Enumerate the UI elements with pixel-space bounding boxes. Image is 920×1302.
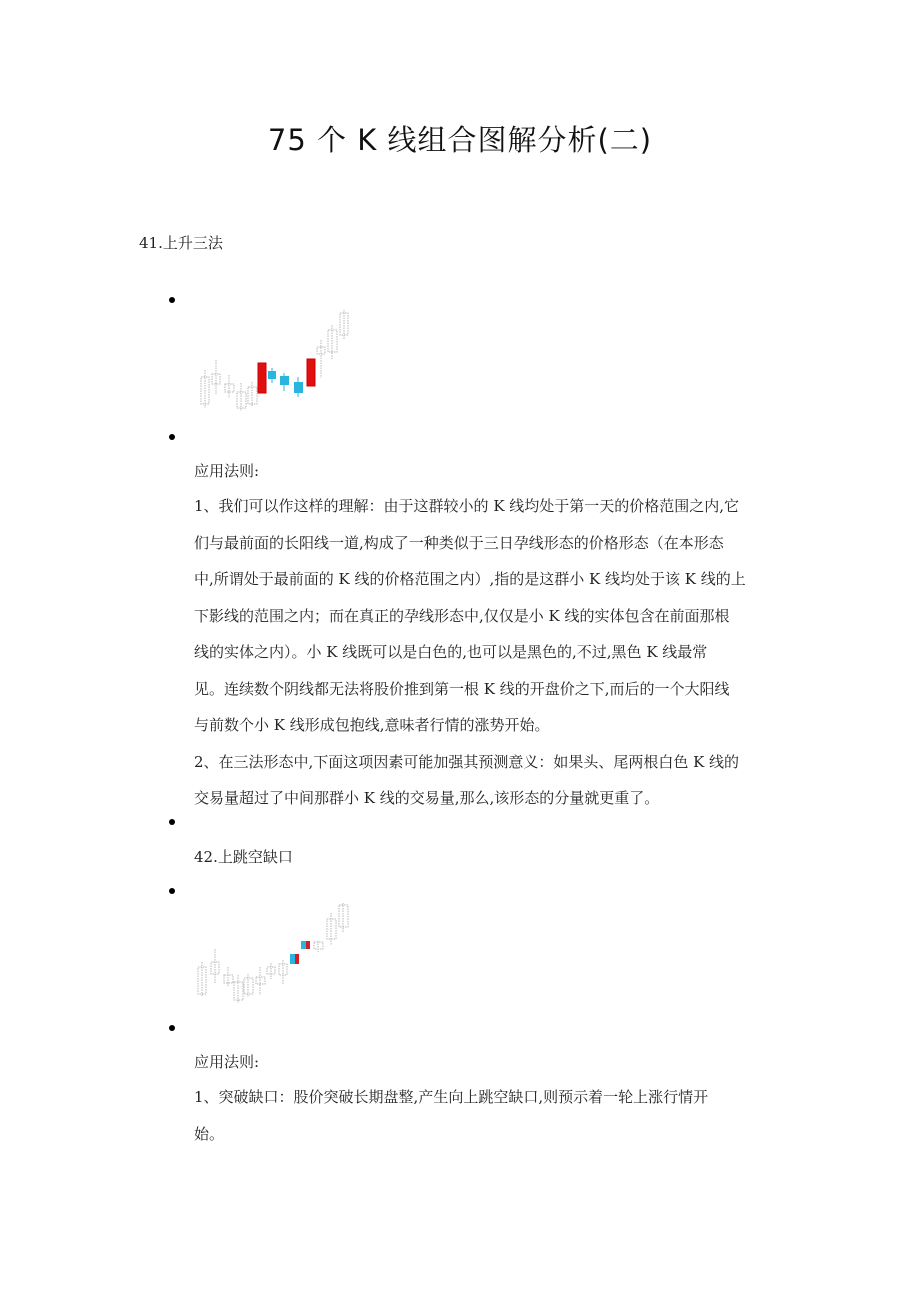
bullet: [169, 888, 175, 894]
upward-gap-candlestick-chart: [194, 897, 354, 1005]
section-heading-41: 41.上升三法: [139, 234, 223, 252]
rising-three-methods-candlestick-chart: [194, 305, 359, 415]
page-title: 75 个 K 线组合图解分析(二): [267, 123, 653, 157]
paragraph-line: 始。: [194, 1124, 225, 1143]
bullet: [169, 819, 175, 825]
paragraph-line: 2、在三法形态中,下面这项因素可能加强其预测意义：如果头、尾两根白色 K 线的: [194, 752, 740, 771]
paragraph-line: 们与最前面的长阳线一道,构成了一种类似于三日孕线形态的价格形态（在本形态: [194, 533, 724, 552]
paragraph-line: 中,所谓处于最前面的 K 线的价格范围之内）,指的是这群小 K 线均处于该 K 线的上: [194, 570, 746, 588]
bullet: [169, 1025, 175, 1031]
paragraph-line: 交易量超过了中间那群小 K 线的交易量,那么,该形态的分量就更重了。: [194, 789, 660, 807]
section-41-body: [194, 488, 790, 817]
section-42-body: [194, 1079, 790, 1152]
section-heading-42: 42.上跳空缺口: [194, 848, 293, 866]
paragraph-line: 下影线的范围之内；而在真正的孕线形态中,仅仅是小 K 线的实体包含在前面那根: [194, 606, 730, 625]
paragraph-line: 1、我们可以作这样的理解：由于这群较小的 K 线均处于第一天的价格范围之内,它: [194, 497, 740, 515]
application-rules-label: 应用法则:: [194, 462, 260, 480]
paragraph-line: 与前数个小 K 线形成包抱线,意味者行情的涨势开始。: [194, 716, 550, 734]
paragraph-line: 1、突破缺口：股价突破长期盘整,产生向上跳空缺口,则预示着一轮上涨行情开: [194, 1088, 709, 1106]
bullet: [169, 434, 175, 440]
paragraph-line: 见。连续数个阴线都无法将股价推到第一根 K 线的开盘价之下,而后的一个大阳线: [194, 679, 730, 698]
bullet: [169, 297, 175, 303]
application-rules-label: 应用法则:: [194, 1053, 260, 1071]
paragraph-line: 线的实体之内）。小 K 线既可以是白色的,也可以是黑色的,不过,黑色 K 线最常: [194, 643, 708, 661]
